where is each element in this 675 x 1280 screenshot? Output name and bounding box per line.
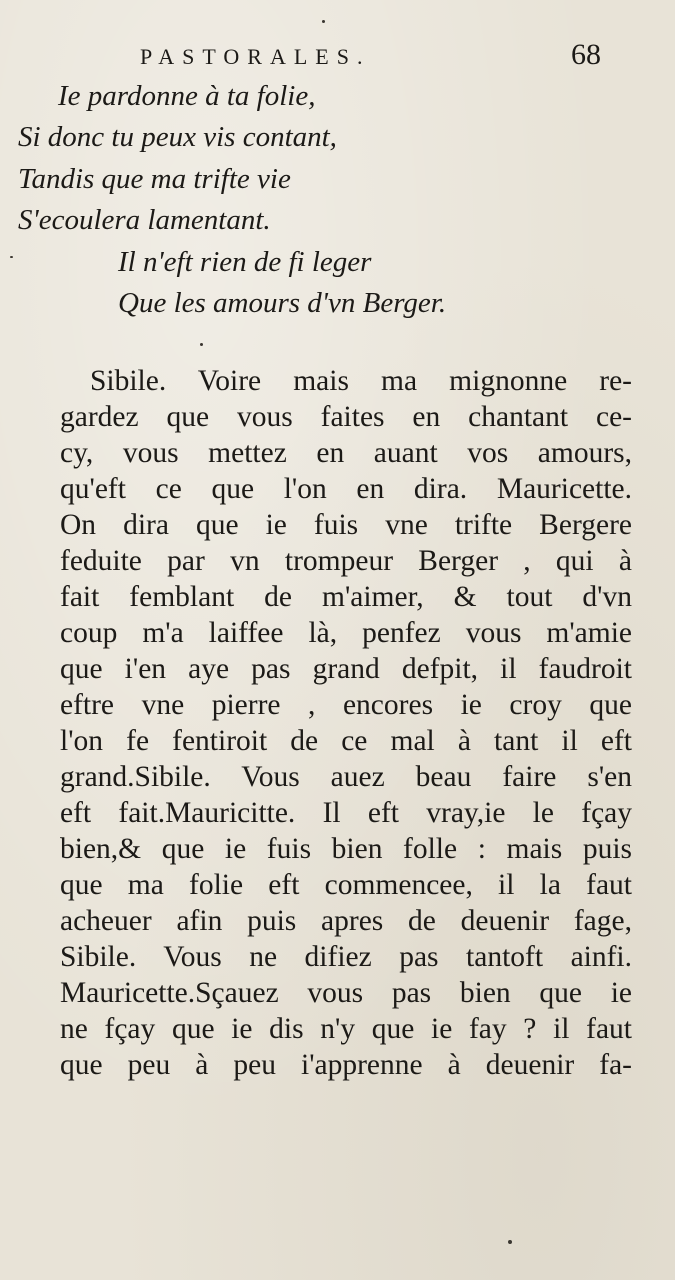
running-title: PASTORALES. [140, 44, 371, 69]
verse-line: Tandis que ma trifte vie [18, 163, 291, 195]
prose-line: fait femblant de m'aimer, & tout d'vn [60, 581, 632, 613]
page-number: 68 [571, 38, 601, 71]
prose-line: cy, vous mettez en auant vos amours, [60, 437, 632, 469]
prose-line: eft fait.Mauricitte. Il eft vray,ie le fçay [60, 797, 632, 829]
prose-line: feduite par vn trompeur Berger , qui à [60, 545, 632, 577]
prose-line: On dira que ie fuis vne trifte Bergere [60, 509, 632, 541]
prose-line: ne fçay que ie dis n'y que ie fay ? il faut [60, 1013, 632, 1045]
ink-speck [200, 343, 203, 346]
prose-line: Mauricette.Sçauez vous pas bien que ie [60, 977, 632, 1009]
page-header [0, 38, 675, 78]
prose-line: eftre vne pierre , encores ie croy que [60, 689, 632, 721]
prose-line: acheuer afin puis apres de deuenir fage, [60, 905, 632, 937]
prose-line: que ma folie eft commencee, il la faut [60, 869, 632, 901]
ink-speck [508, 1240, 512, 1244]
prose-line: bien,& que ie fuis bien folle : mais puis [60, 833, 632, 865]
verse-line: Ie pardonne à ta folie, [58, 80, 316, 112]
prose-line: Sibile. Vous ne difiez pas tantoft ainfi. [60, 941, 632, 973]
verse-line: Que les amours d'vn Berger. [118, 287, 447, 319]
ink-speck [322, 20, 325, 23]
prose-line: que i'en aye pas grand defpit, il faudroit [60, 653, 632, 685]
prose-line: Sibile. Voire mais ma mignonne re- [90, 365, 632, 397]
ink-speck [10, 256, 13, 258]
prose-line: gardez que vous faites en chantant ce- [60, 401, 632, 433]
prose-line: l'on fe fentiroit de ce mal à tant il eft [60, 725, 632, 757]
verse-line: Il n'eft rien de fi leger [118, 246, 372, 278]
prose-line: coup m'a laiffee là, penfez vous m'amie [60, 617, 632, 649]
prose-line: que peu à peu i'apprenne à deuenir fa- [60, 1049, 632, 1081]
verse-line: Si donc tu peux vis contant, [18, 121, 337, 153]
verse-line: S'ecoulera lamentant. [18, 204, 271, 236]
prose-line: grand.Sibile. Vous auez beau faire s'en [60, 761, 632, 793]
prose-line: qu'eft ce que l'on en dira. Mauricette. [60, 473, 632, 505]
